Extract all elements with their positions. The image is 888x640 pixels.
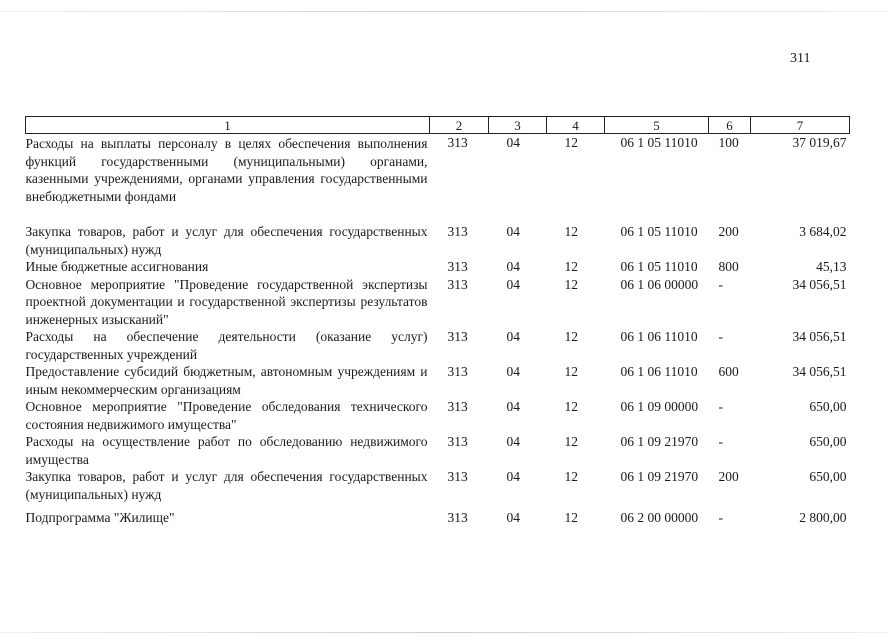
- row-name: Иные бюджетные ассигнования: [25, 259, 209, 274]
- row-expense-type: 600: [718, 364, 739, 379]
- table-row: [26, 503, 850, 527]
- row-name: Предоставление субсидий бюджетным, автономным учреждениям и иным некоммерческим организациям: [25, 364, 428, 397]
- row-name: Расходы на обеспечение деятельности (оказание услуг) государственных учреждений: [25, 329, 428, 362]
- row-amount: 34 056,51: [792, 276, 847, 292]
- row-target-article: 06 1 05 11010: [620, 259, 698, 274]
- column-header: 7: [751, 117, 850, 134]
- row-amount: 650,00: [809, 434, 847, 449]
- row-admin-code: 313: [447, 364, 468, 379]
- row-section: 04: [506, 135, 520, 150]
- table-row: [26, 258, 850, 276]
- row-expense-type: 800: [718, 259, 739, 274]
- row-target-article: 06 2 00 00000: [620, 510, 699, 525]
- row-target-article: 06 1 06 11010: [620, 329, 698, 344]
- row-section: 04: [506, 399, 520, 414]
- table-row: [26, 134, 850, 206]
- column-header: 1: [26, 117, 430, 134]
- row-expense-type: -: [718, 434, 723, 449]
- column-header: 3: [489, 117, 547, 134]
- row-section: 04: [506, 469, 520, 484]
- table-row: [26, 433, 850, 468]
- row-section: 04: [506, 329, 520, 344]
- budget-table: [25, 116, 850, 527]
- row-subsection: 12: [564, 259, 578, 274]
- row-amount: 37 019,67: [792, 135, 847, 150]
- row-expense-type: -: [718, 276, 723, 292]
- row-target-article: 06 1 09 21970: [620, 469, 699, 484]
- row-subsection: 12: [564, 469, 578, 484]
- table-row: [26, 398, 850, 433]
- row-section: 04: [506, 276, 520, 292]
- row-target-article: 06 1 09 00000: [620, 399, 699, 414]
- row-amount: 2 800,00: [799, 510, 847, 525]
- row-target-article: 06 1 09 21970: [620, 434, 699, 449]
- row-subsection: 12: [564, 510, 578, 525]
- row-subsection: 12: [564, 135, 578, 150]
- row-amount: 3 684,02: [799, 224, 847, 239]
- table-row: [26, 223, 850, 258]
- row-section: 04: [506, 224, 520, 239]
- row-name: Закупка товаров, работ и услуг для обеспечения государственных (муниципальных) нужд: [25, 224, 428, 257]
- table-header-row: [26, 117, 850, 134]
- column-header: 2: [430, 117, 489, 134]
- page-number: 311: [790, 51, 811, 66]
- scan-edge-bottom: [0, 632, 888, 633]
- row-subsection: 12: [564, 224, 578, 239]
- row-section: 04: [506, 364, 520, 379]
- row-name: Закупка товаров, работ и услуг для обеспечения государственных (муниципальных) нужд: [25, 469, 428, 502]
- row-admin-code: 313: [447, 224, 468, 239]
- row-section: 04: [506, 259, 520, 274]
- column-header: 6: [709, 117, 751, 134]
- row-name: Основное мероприятие "Проведение обследования технического состояния недвижимого имущества": [25, 399, 428, 432]
- row-subsection: 12: [564, 399, 578, 414]
- row-expense-type: -: [718, 510, 723, 525]
- scan-edge-top: [0, 11, 888, 12]
- table-row: [26, 328, 850, 363]
- column-header: 5: [605, 117, 709, 134]
- row-expense-type: 200: [718, 224, 739, 239]
- row-section: 04: [506, 510, 520, 525]
- row-subsection: 12: [564, 364, 578, 379]
- table-row: [26, 276, 850, 329]
- row-name: Расходы на выплаты персоналу в целях обеспечения выполнения функций государственными (муниципальными) органами, казенными учреждениями, органами управления государственными внебюджетными фондами: [25, 136, 428, 204]
- row-expense-type: 200: [718, 469, 739, 484]
- row-admin-code: 313: [447, 399, 468, 414]
- row-amount: 45,13: [816, 259, 847, 274]
- row-amount: 650,00: [809, 399, 847, 414]
- column-header: 4: [547, 117, 605, 134]
- row-admin-code: 313: [447, 259, 468, 274]
- row-admin-code: 313: [447, 135, 468, 150]
- row-amount: 650,00: [809, 469, 847, 484]
- row-admin-code: 313: [447, 469, 468, 484]
- row-expense-type: 100: [718, 135, 739, 150]
- row-name: Основное мероприятие "Проведение государственной экспертизы проектной документации и государственной экспертизы результатов инженерных изысканий": [25, 276, 428, 327]
- row-target-article: 06 1 06 00000: [620, 276, 699, 292]
- row-spacer: [26, 205, 850, 223]
- row-admin-code: 313: [447, 329, 468, 344]
- row-target-article: 06 1 06 11010: [620, 364, 698, 379]
- row-subsection: 12: [564, 434, 578, 449]
- row-target-article: 06 1 05 11010: [620, 224, 698, 239]
- row-admin-code: 313: [447, 276, 468, 292]
- row-expense-type: -: [718, 329, 723, 344]
- row-section: 04: [506, 434, 520, 449]
- row-name: Подпрограмма "Жилище": [25, 510, 175, 525]
- row-admin-code: 313: [447, 434, 468, 449]
- row-subsection: 12: [564, 329, 578, 344]
- row-amount: 34 056,51: [792, 329, 847, 344]
- row-amount: 34 056,51: [792, 364, 847, 379]
- row-expense-type: -: [718, 399, 723, 414]
- table-row: [26, 363, 850, 398]
- row-admin-code: 313: [447, 510, 468, 525]
- row-name: Расходы на осуществление работ по обследованию недвижимого имущества: [25, 434, 428, 467]
- row-target-article: 06 1 05 11010: [620, 135, 698, 150]
- row-subsection: 12: [564, 276, 578, 292]
- table-row: [26, 468, 850, 503]
